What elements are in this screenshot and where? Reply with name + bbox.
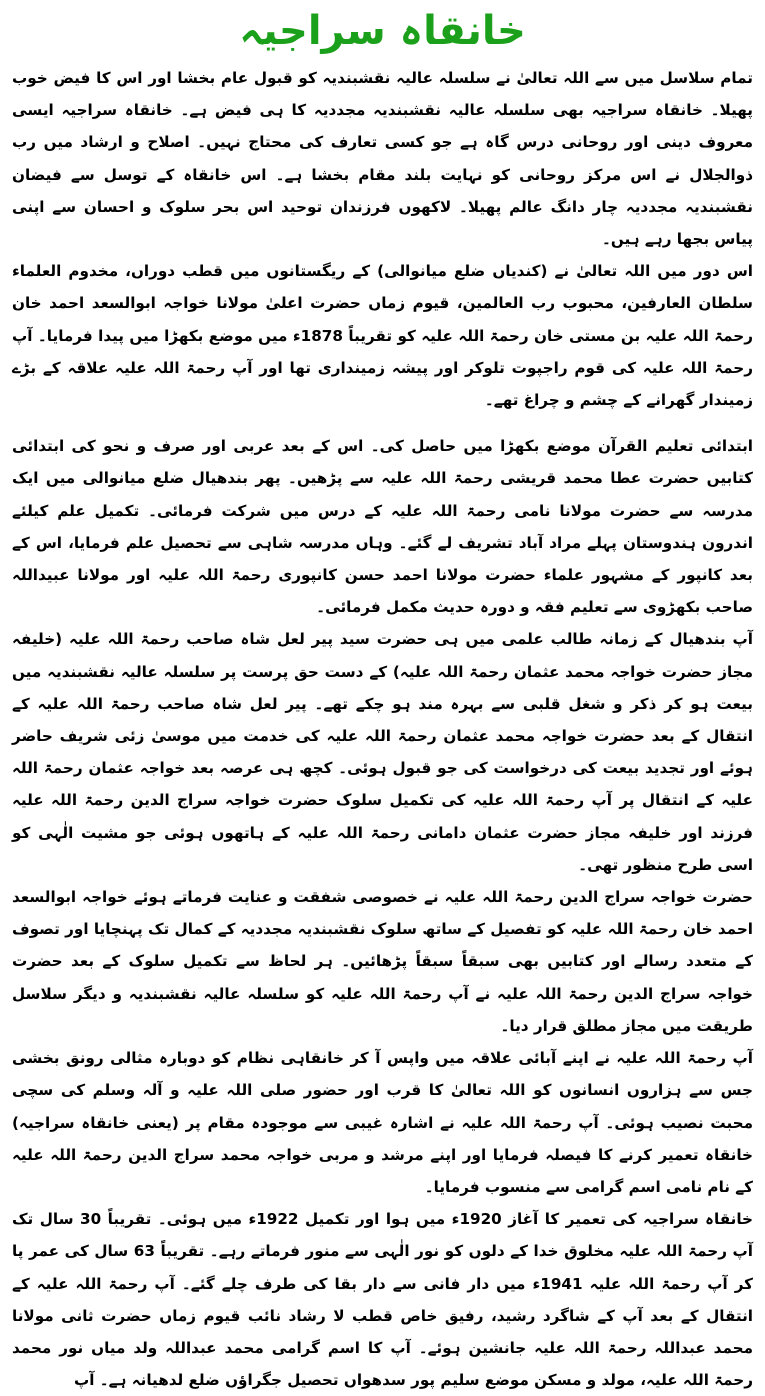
paragraph-birth: اس دور میں اللہ تعالیٰ نے (کندیاں ضلع میانوالی) کے ریگستانوں میں قطب دوراں، مخدوم العلماء سلطان العارفین، محبوب رب العالمین، قیوم زماں حضرت اعلیٰ مولانا خواجہ ابوالسعد احمد خان رحمۃ اللہ علیہ بن مستی خان رحمۃ اللہ علیہ کو تقریباً 1878ء میں موضع بکھڑا میں پیدا فرمایا۔ آپ رحمۃ اللہ علیہ کی قوم راجپوت تلوکر اور پیشہ زمینداری تھا اور آپ رحمۃ اللہ علیہ علاقہ کے بڑے زمیندار گھرانے کے چشم و چراغ تھے۔ xyxy=(12,262,753,410)
paragraph-gap xyxy=(12,416,753,430)
paragraph-suluk: حضرت خواجہ سراج الدین رحمۃ اللہ علیہ نے خصوصی شفقت و عنایت فرماتے ہوئے خواجہ ابوالسعد احمد خان رحمۃ اللہ علیہ کو تفصیل کے ساتھ سلوک نقشبندیہ مجددیہ کے کمال تک پہنچایا اور تصوف کے متعدد رسالے اور کتابیں بھی سبقاً سبقاً پڑھائیں۔ ہر لحاظ سے تکمیل سلوک کے بعد حضرت خواجہ سراج الدین رحمۃ اللہ علیہ نے آپ رحمۃ اللہ علیہ کو سلسلہ عالیہ نقشبندیہ و دیگر سلاسل طریقت میں مجاز مطلق قرار دیا۔ xyxy=(12,888,753,1035)
paragraph-construction: خانقاہ سراجیہ کی تعمیر کا آغاز 1920ء میں ہوا اور تکمیل 1922ء میں ہوئی۔ تقریباً 30 سال تک آپ رحمۃ اللہ علیہ مخلوق خدا کے دلوں کو نور الٰہی سے منور فرماتے رہے۔ تقریباً 63 سال کی عمر پا کر آپ رحمۃ اللہ علیہ 1941ء میں دار فانی سے دار بقا کی طرف چلے گئے۔ آپ رحمۃ اللہ علیہ کے انتقال کے بعد آپ کے شاگرد رشید، رفیق خاص قطب لا رشاد نائب قیوم زماں حضرت ثانی مولانا محمد عبداللہ رحمۃ اللہ علیہ جانشین ہوئے۔ آپ کا اسم گرامی محمد عبداللہ ولد میاں نور محمد رحمۃ اللہ علیہ، مولد و مسکن موضع سلیم پور سدھواں تحصیل جگراؤں ضلع لدھیانہ ہے۔ آپ xyxy=(12,1210,754,1390)
paragraph-education: ابتدائی تعلیم القرآن موضع بکھڑا میں حاصل کی۔ اس کے بعد عربی اور صرف و نحو کی ابتدائی کتابیں حضرت عطا محمد قریشی رحمۃ اللہ علیہ سے پڑھیں۔ پھر بندھیال ضلع میانوالی میں ایک مدرسہ سے حضرت مولانا نامی رحمۃ اللہ علیہ کے درس میں شرکت فرمائی۔ تکمیل علم کیلئے اندرون ہندوستان پہلے مراد آباد تشریف لے گئے۔ وہاں مدرسہ شاہی سے تحصیل علم فرمایا، اس کے بعد کانپور کے مشہور علماء حضرت مولانا احمد حسن کانپوری رحمۃ اللہ علیہ اور مولانا عبیداللہ صاحب بکھڑوی سے تعلیم فقہ و دورہ حدیث مکمل فرمائی۔ xyxy=(12,437,753,617)
paragraph-khanqah-founding: آپ رحمۃ اللہ علیہ نے اپنے آبائی علاقہ میں واپس آ کر خانقاہی نظام کو دوبارہ مثالی رونق بخشی جس سے ہزاروں انسانوں کو اللہ تعالیٰ کا قرب اور حضور صلی اللہ علیہ و آلہ وسلم کی سچی محبت نصیب ہوئی۔ آپ رحمۃ اللہ علیہ نے اشارہ غیبی سے موجودہ مقام پر (یعنی خانقاہ سراجیہ) خانقاہ تعمیر کرنے کا فیصلہ فرمایا اور اپنے مرشد و مربی خواجہ محمد سراج الدین رحمۃ اللہ علیہ کے نام نامی اسم گرامی سے منسوب فرمایا۔ xyxy=(12,1049,753,1196)
paragraph-intro: تمام سلاسل میں سے اللہ تعالیٰ نے سلسلہ عالیہ نقشبندیہ کو قبول عام بخشا اور اس کا فیض خوب پھیلا۔ خانقاہ سراجیہ بھی سلسلہ عالیہ نقشبندیہ مجددیہ کا ہی فیض ہے۔ خانقاہ سراجیہ ایسی معروف دینی اور روحانی درس گاہ ہے جو کسی تعارف کی محتاج نہیں۔ اصلاح و ارشاد میں رب ذوالجلال نے اس مرکز روحانی کو نہایت بلند مقام بخشا ہے۔ اس خانقاہ کے توسل سے فیضان نقشبندیہ مجددیہ چار دانگ عالم پھیلا۔ لاکھوں فرزندان توحید اس بحر سلوک و احسان سے اپنی پیاس بجھا رہے ہیں۔ xyxy=(12,69,753,249)
paragraph-bayat: آپ بندھیال کے زمانہ طالب علمی میں ہی حضرت سید پیر لعل شاہ صاحب رحمۃ اللہ علیہ (خلیفہ مجاز حضرت خواجہ محمد عثمان رحمۃ اللہ علیہ) کے دست حق پرست پر سلسلہ عالیہ نقشبندیہ میں بیعت ہو کر ذکر و شغل قلبی سے بہرہ مند ہو چکے تھے۔ پیر لعل شاہ صاحب رحمۃ اللہ علیہ کے انتقال کے بعد حضرت خواجہ محمد عثمان رحمۃ اللہ علیہ کی خدمت میں موسیٰ زئی شریف حاضر ہوئے اور تجدید بیعت کی درخواست کی جو قبول ہوئی۔ کچھ ہی عرصہ بعد خواجہ عثمان رحمۃ اللہ علیہ کے انتقال پر آپ رحمۃ اللہ علیہ کی تکمیل سلوک حضرت خواجہ سراج الدین رحمۃ اللہ علیہ فرزند اور خلیفہ مجاز حضرت عثمان دامانی رحمۃ اللہ علیہ کے ہاتھوں ہوئی جو مشیت الٰہی کو اسی طرح منظور تھی۔ xyxy=(12,630,753,874)
page-title: خانقاہ سراجیہ xyxy=(239,8,526,54)
